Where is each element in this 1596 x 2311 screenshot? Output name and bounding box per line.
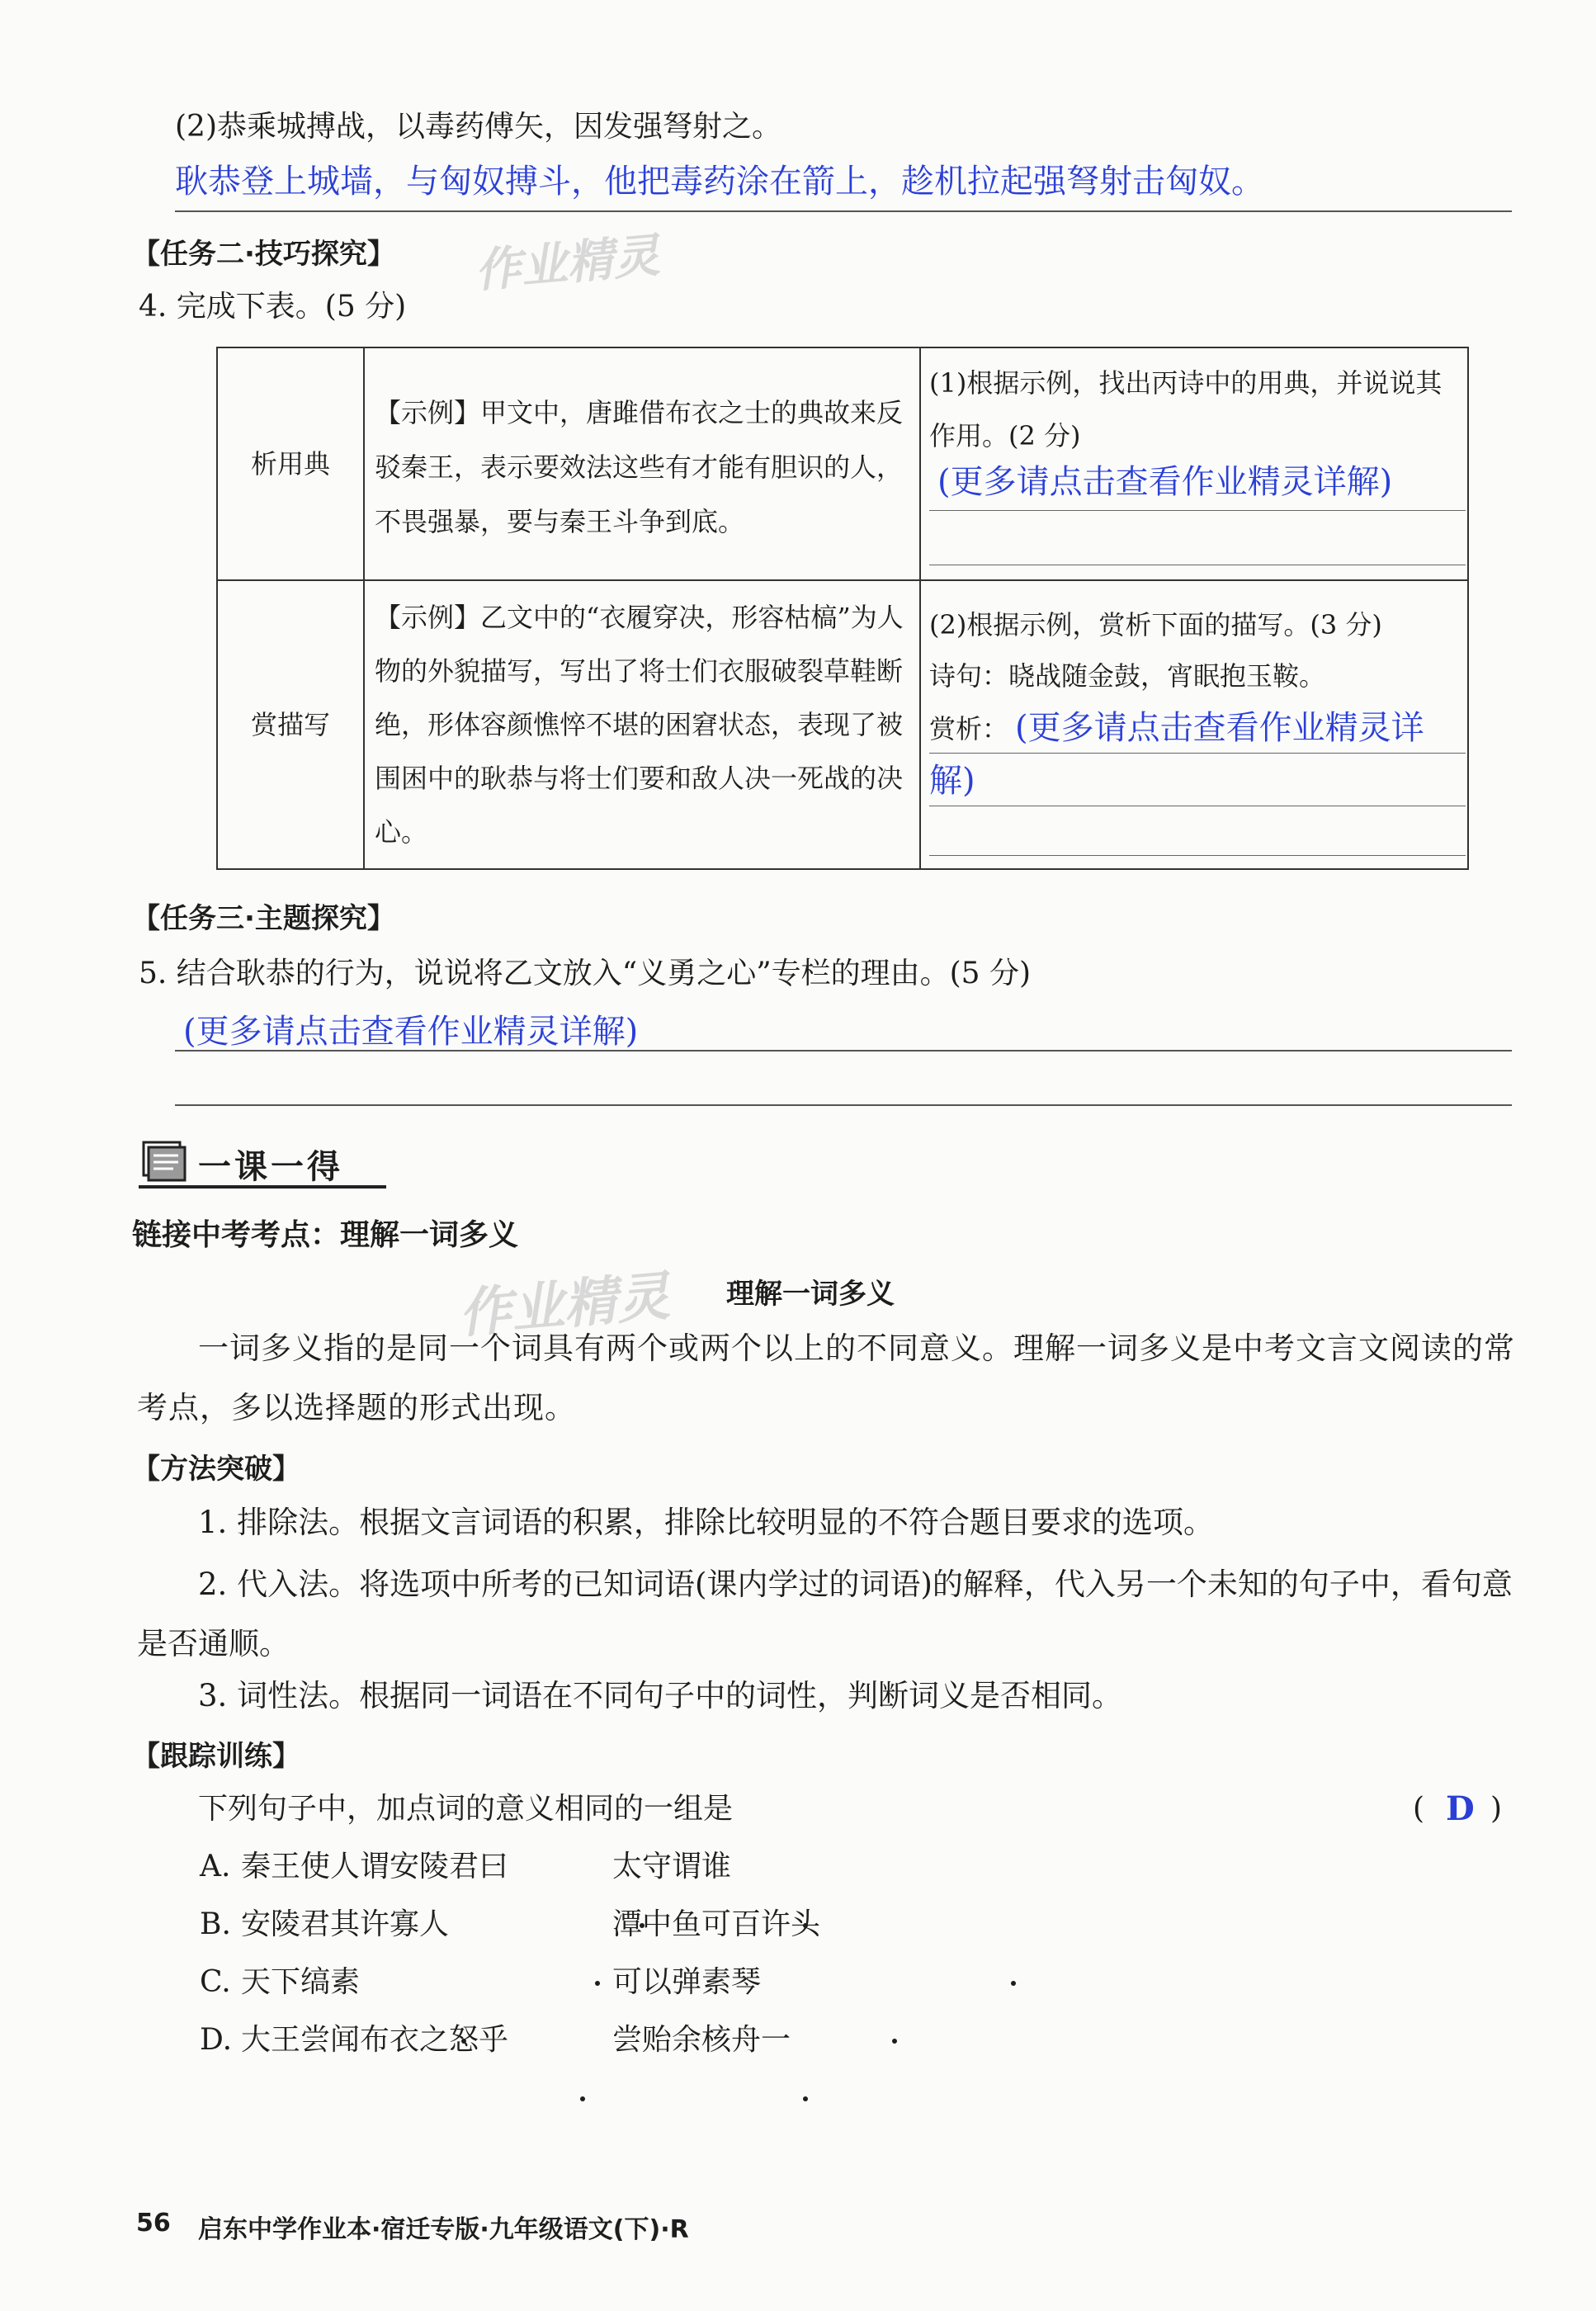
answer-bracket-close: ): [1490, 1792, 1503, 1826]
question-text: (1)根据示例，找出丙诗中的用典，并说说其作用。(2 分): [929, 367, 1443, 451]
option-left: 安陵君其许寡人: [241, 1907, 450, 1941]
practice-answer: D: [1446, 1789, 1475, 1828]
example-text: 【示例】乙文中的“衣履穿决，形容枯槁”为人物的外貌描写，写出了将士们衣服破裂草鞋断绝，形体容颜憔悴不堪的困窘状态，表现了被围困中的耿恭与将士们要和敌人决一死战的决心。: [375, 601, 904, 848]
option-letter: D.: [200, 2023, 233, 2057]
table-row-description: [217, 580, 1468, 869]
option-left: 秦王使人谓安陵君曰: [241, 1850, 509, 1883]
option-letter: A.: [200, 1850, 231, 1883]
table-row-allusion: [217, 347, 1468, 580]
task3-heading: 【任务三·主题探究】: [132, 902, 395, 935]
q3-item2-prompt: (2)恭乘城搏战，以毒药傅矢，因发强弩射之。: [175, 110, 781, 144]
row-label: 赏描写: [250, 709, 330, 740]
page-number: 56: [136, 2209, 171, 2238]
option-letter: B.: [200, 1907, 231, 1941]
option-left: 大王尝闻布衣之怒乎: [241, 2023, 509, 2057]
question-text: (2)根据示例，赏析下面的描写。(3 分): [929, 609, 1382, 640]
example-cell: [364, 347, 920, 580]
q4-prompt: 4. 完成下表。(5 分): [139, 290, 407, 324]
question-cell: [920, 580, 1468, 869]
watermark-text: 作业精灵: [472, 229, 662, 299]
task2-heading: 【任务二·技巧探究】: [132, 238, 395, 271]
q3-item2-answer: 耿恭登上城墙，与匈奴搏斗，他把毒药涂在箭上，趁机拉起强弩射击匈奴。: [175, 163, 1264, 201]
answer-text: (更多请点击查看作业精灵详解): [929, 709, 1424, 800]
footer-title: 启东中学作业本·宿迁专版·九年级语文(下)·R: [198, 2215, 689, 2244]
answer-text: (更多请点击查看作业精灵详解): [937, 463, 1393, 501]
answer-bracket-open: (: [1413, 1792, 1425, 1826]
answer-prefix: 赏析：: [929, 713, 1009, 744]
q5-prompt: 5. 结合耿恭的行为，说说将乙文放入“义勇之心”专栏的理由。(5 分): [139, 957, 1032, 990]
answer-line: [929, 510, 1466, 511]
method-item: 3. 词性法。根据同一词语在不同句子中的词性，判断词义是否相同。: [198, 1678, 1123, 1713]
title-underline: [139, 1185, 386, 1189]
link-heading: 链接中考考点：理解一词多义: [132, 1218, 519, 1252]
method-item: 1. 排除法。根据文言词语的积累，排除比较明显的不符合题目要求的选项。: [198, 1505, 1215, 1540]
practice-question: 下列句子中，加点词的意义相同的一组是: [198, 1792, 734, 1826]
row-label-cell: [217, 580, 364, 869]
example-text: 【示例】甲文中，唐雎借布衣之士的典故来反驳秦王，表示要效法这些有才能有胆识的人，不畏强暴，要与秦王斗争到底。: [375, 397, 904, 537]
example-cell: [364, 580, 920, 869]
question-cell: [920, 347, 1468, 580]
q5-answer: (更多请点击查看作业精灵详解): [183, 1013, 639, 1051]
yikeyide-title: 一课一得: [198, 1148, 343, 1186]
watermark-text: 作业精灵: [456, 1265, 673, 1345]
link-intro: 一词多义指的是同一个词具有两个或两个以上的不同意义。理解一词多义是中考文言文阅读的常考点，多以选择题的形式出现。: [137, 1330, 1515, 1425]
method-item: 2. 代入法。将选项中所考的已知词语(课内学过的词语)的解释，代入另一个未知的句子中，看句意是否通顺。: [137, 1567, 1513, 1661]
method-heading: 【方法突破】: [132, 1453, 300, 1486]
option-right: 尝贻余核舟一: [612, 2023, 791, 2057]
q4-table: [216, 347, 1469, 870]
row-label-cell: [217, 347, 364, 580]
poem-line: 诗句：晓战随金鼓，宵眠抱玉鞍。: [929, 660, 1326, 692]
answer-line: [175, 1104, 1512, 1106]
notebook-icon: [139, 1139, 188, 1182]
option-right: 可以弹素琴: [612, 1965, 762, 1999]
answer-line: [175, 1050, 1512, 1052]
option-left: 天下缟素: [241, 1965, 361, 1999]
option-right: 潭中鱼可百许头: [612, 1907, 821, 1941]
practice-heading: 【跟踪训练】: [132, 1740, 300, 1773]
row-label: 析用典: [250, 448, 330, 480]
option-right: 太守谓谁: [612, 1850, 732, 1883]
option-letter: C.: [200, 1965, 231, 1999]
answer-line: [175, 210, 1512, 212]
answer-line: [929, 855, 1466, 856]
link-subtitle: 理解一词多义: [726, 1278, 895, 1311]
answer-line: [929, 753, 1466, 754]
